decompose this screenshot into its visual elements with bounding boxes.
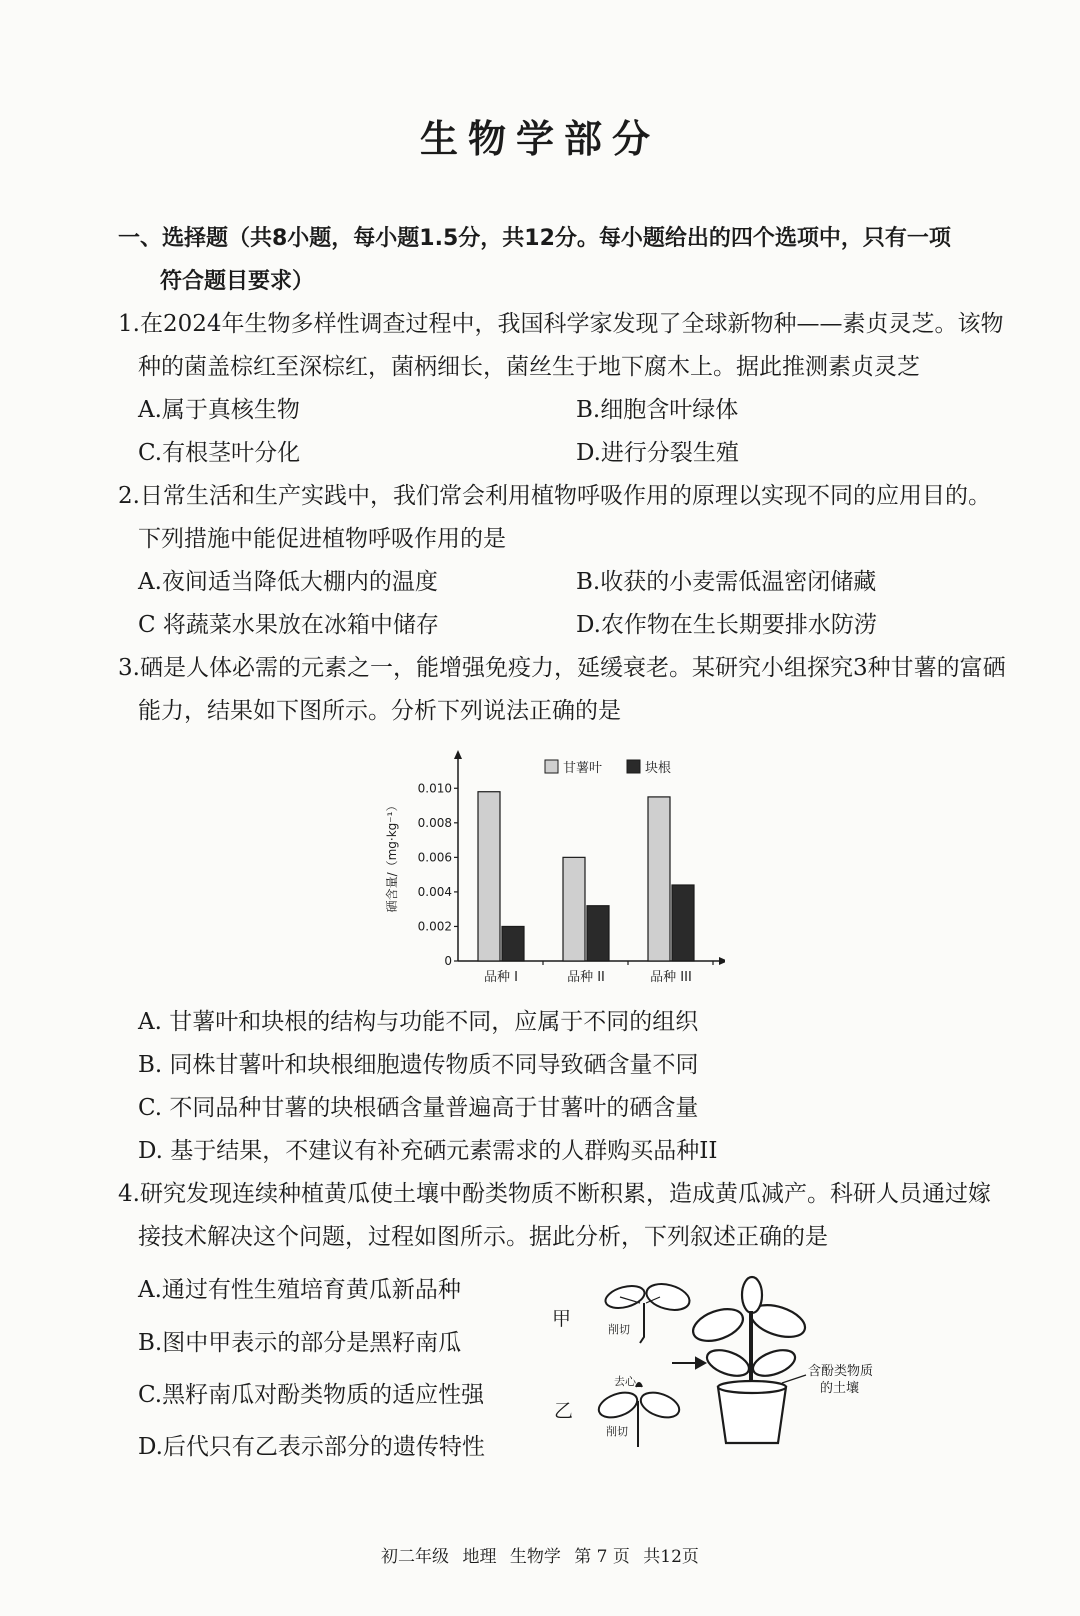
question-4-option-c: C.黑籽南瓜对酚类物质的适应性强 bbox=[138, 1382, 485, 1408]
y-axis-arrow-icon bbox=[454, 750, 462, 759]
core-removed-label: 去心 bbox=[614, 1375, 636, 1388]
legend-swatch bbox=[545, 760, 558, 773]
label-jia: 甲 bbox=[552, 1308, 572, 1330]
y-axis-label: 硒含量/（mg·kg⁻¹） bbox=[385, 799, 399, 913]
question-4-stem-cont: 接技术解决这个问题，过程如图所示。据此分析，下列叙述正确的是 bbox=[138, 1224, 828, 1250]
grafting-diagram bbox=[540, 1275, 900, 1475]
y-tick-label: 0.010 bbox=[417, 781, 452, 796]
question-2-option-b: B.收获的小麦需低温密闭储藏 bbox=[576, 569, 877, 595]
question-4-stem: 4.研究发现连续种植黄瓜使土壤中酚类物质不断积累，造成黄瓜减产。科研人员通过嫁 bbox=[118, 1181, 991, 1207]
bar-leaf bbox=[563, 857, 585, 961]
section-heading-cont: 符合题目要求） bbox=[160, 269, 315, 294]
question-3-option-d: D. 基于结果，不建议有补充硒元素需求的人群购买品种II bbox=[138, 1138, 718, 1164]
cut-label-1: 削切 bbox=[608, 1323, 630, 1336]
question-2-option-d: D.农作物在生长期要排水防涝 bbox=[576, 612, 877, 638]
question-4-option-b: B.图中甲表示的部分是黑籽南瓜 bbox=[138, 1330, 462, 1356]
selenium-bar-chart bbox=[380, 745, 725, 990]
cut-label-2: 削切 bbox=[606, 1425, 628, 1438]
question-2-stem: 2.日常生活和生产实践中，我们常会利用植物呼吸作用的原理以实现不同的应用目的。 bbox=[118, 483, 991, 509]
question-3-option-c: C. 不同品种甘薯的块根硒含量普遍高于甘薯叶的硒含量 bbox=[138, 1095, 699, 1121]
footer-grade: 初二年级 bbox=[381, 1547, 450, 1567]
legend-label: 甘薯叶 bbox=[563, 761, 603, 776]
bar-root bbox=[672, 885, 694, 961]
pointer-line bbox=[782, 1375, 806, 1383]
grafted-plant-pot bbox=[689, 1277, 809, 1443]
question-3-stem-cont: 能力，结果如下图所示。分析下列说法正确的是 bbox=[138, 698, 621, 724]
question-3-stem: 3.硒是人体必需的元素之一，能增强免疫力，延缓衰老。某研究小组探究3种甘薯的富硒 bbox=[118, 655, 1006, 681]
x-tick-label: 品种 III bbox=[650, 970, 692, 985]
footer-page-number: 第 7 页 bbox=[574, 1547, 630, 1567]
question-1-option-b: B.细胞含叶绿体 bbox=[576, 397, 739, 423]
y-tick-label: 0.004 bbox=[417, 884, 452, 899]
question-1-stem: 1.在2024年生物多样性调查过程中，我国科学家发现了全球新物种——素贞灵芝。该物 bbox=[118, 311, 1004, 337]
arrow-icon bbox=[672, 1358, 705, 1368]
page-title: 生物学部分 bbox=[419, 117, 660, 161]
section-heading: 一、选择题（共8小题，每小题1.5分，共12分。每小题给出的四个选项中，只有一项 bbox=[118, 226, 951, 251]
question-1-stem-cont: 种的菌盖棕红至深棕红，菌柄细长，菌丝生于地下腐木上。据此推测素贞灵芝 bbox=[138, 354, 920, 380]
question-1-option-c: C.有根茎叶分化 bbox=[138, 440, 301, 466]
bar-leaf bbox=[478, 792, 500, 961]
question-1-option-a: A.属于真核生物 bbox=[138, 397, 300, 423]
soil-label-line1: 含酚类物质 bbox=[808, 1364, 874, 1379]
y-tick-label: 0.002 bbox=[417, 919, 452, 934]
question-3-option-b: B. 同株甘薯叶和块根细胞遗传物质不同导致硒含量不同 bbox=[138, 1052, 699, 1078]
x-axis-arrow-icon bbox=[719, 957, 725, 965]
question-2-stem-cont: 下列措施中能促进植物呼吸作用的是 bbox=[138, 526, 506, 552]
legend-swatch bbox=[627, 760, 640, 773]
y-tick-label: 0 bbox=[444, 954, 452, 968]
y-tick-label: 0.008 bbox=[417, 815, 452, 830]
footer-total-pages: 共12页 bbox=[643, 1547, 699, 1567]
bar-root bbox=[587, 906, 609, 961]
question-2-option-a: A.夜间适当降低大棚内的温度 bbox=[138, 569, 438, 595]
page-footer bbox=[0, 1542, 1080, 1567]
question-3-option-a: A. 甘薯叶和块根的结构与功能不同，应属于不同的组织 bbox=[138, 1009, 699, 1035]
x-tick-label: 品种 I bbox=[484, 970, 518, 985]
label-yi: 乙 bbox=[554, 1400, 574, 1422]
question-4-option-a: A.通过有性生殖培育黄瓜新品种 bbox=[138, 1277, 461, 1303]
question-2-option-c: C 将蔬菜水果放在冰箱中储存 bbox=[138, 612, 439, 638]
question-1-option-d: D.进行分裂生殖 bbox=[576, 440, 739, 466]
bar-leaf bbox=[648, 797, 670, 961]
y-tick-label: 0.006 bbox=[417, 850, 452, 865]
footer-subject-biology: 生物学 bbox=[509, 1547, 561, 1567]
legend-label: 块根 bbox=[645, 761, 672, 776]
bar-root bbox=[502, 926, 524, 961]
question-4-option-d: D.后代只有乙表示部分的遗传特性 bbox=[138, 1434, 485, 1460]
x-tick-label: 品种 II bbox=[567, 970, 605, 985]
footer-subject-geography: 地理 bbox=[462, 1547, 497, 1567]
soil-label-line2: 的土壤 bbox=[820, 1381, 860, 1396]
